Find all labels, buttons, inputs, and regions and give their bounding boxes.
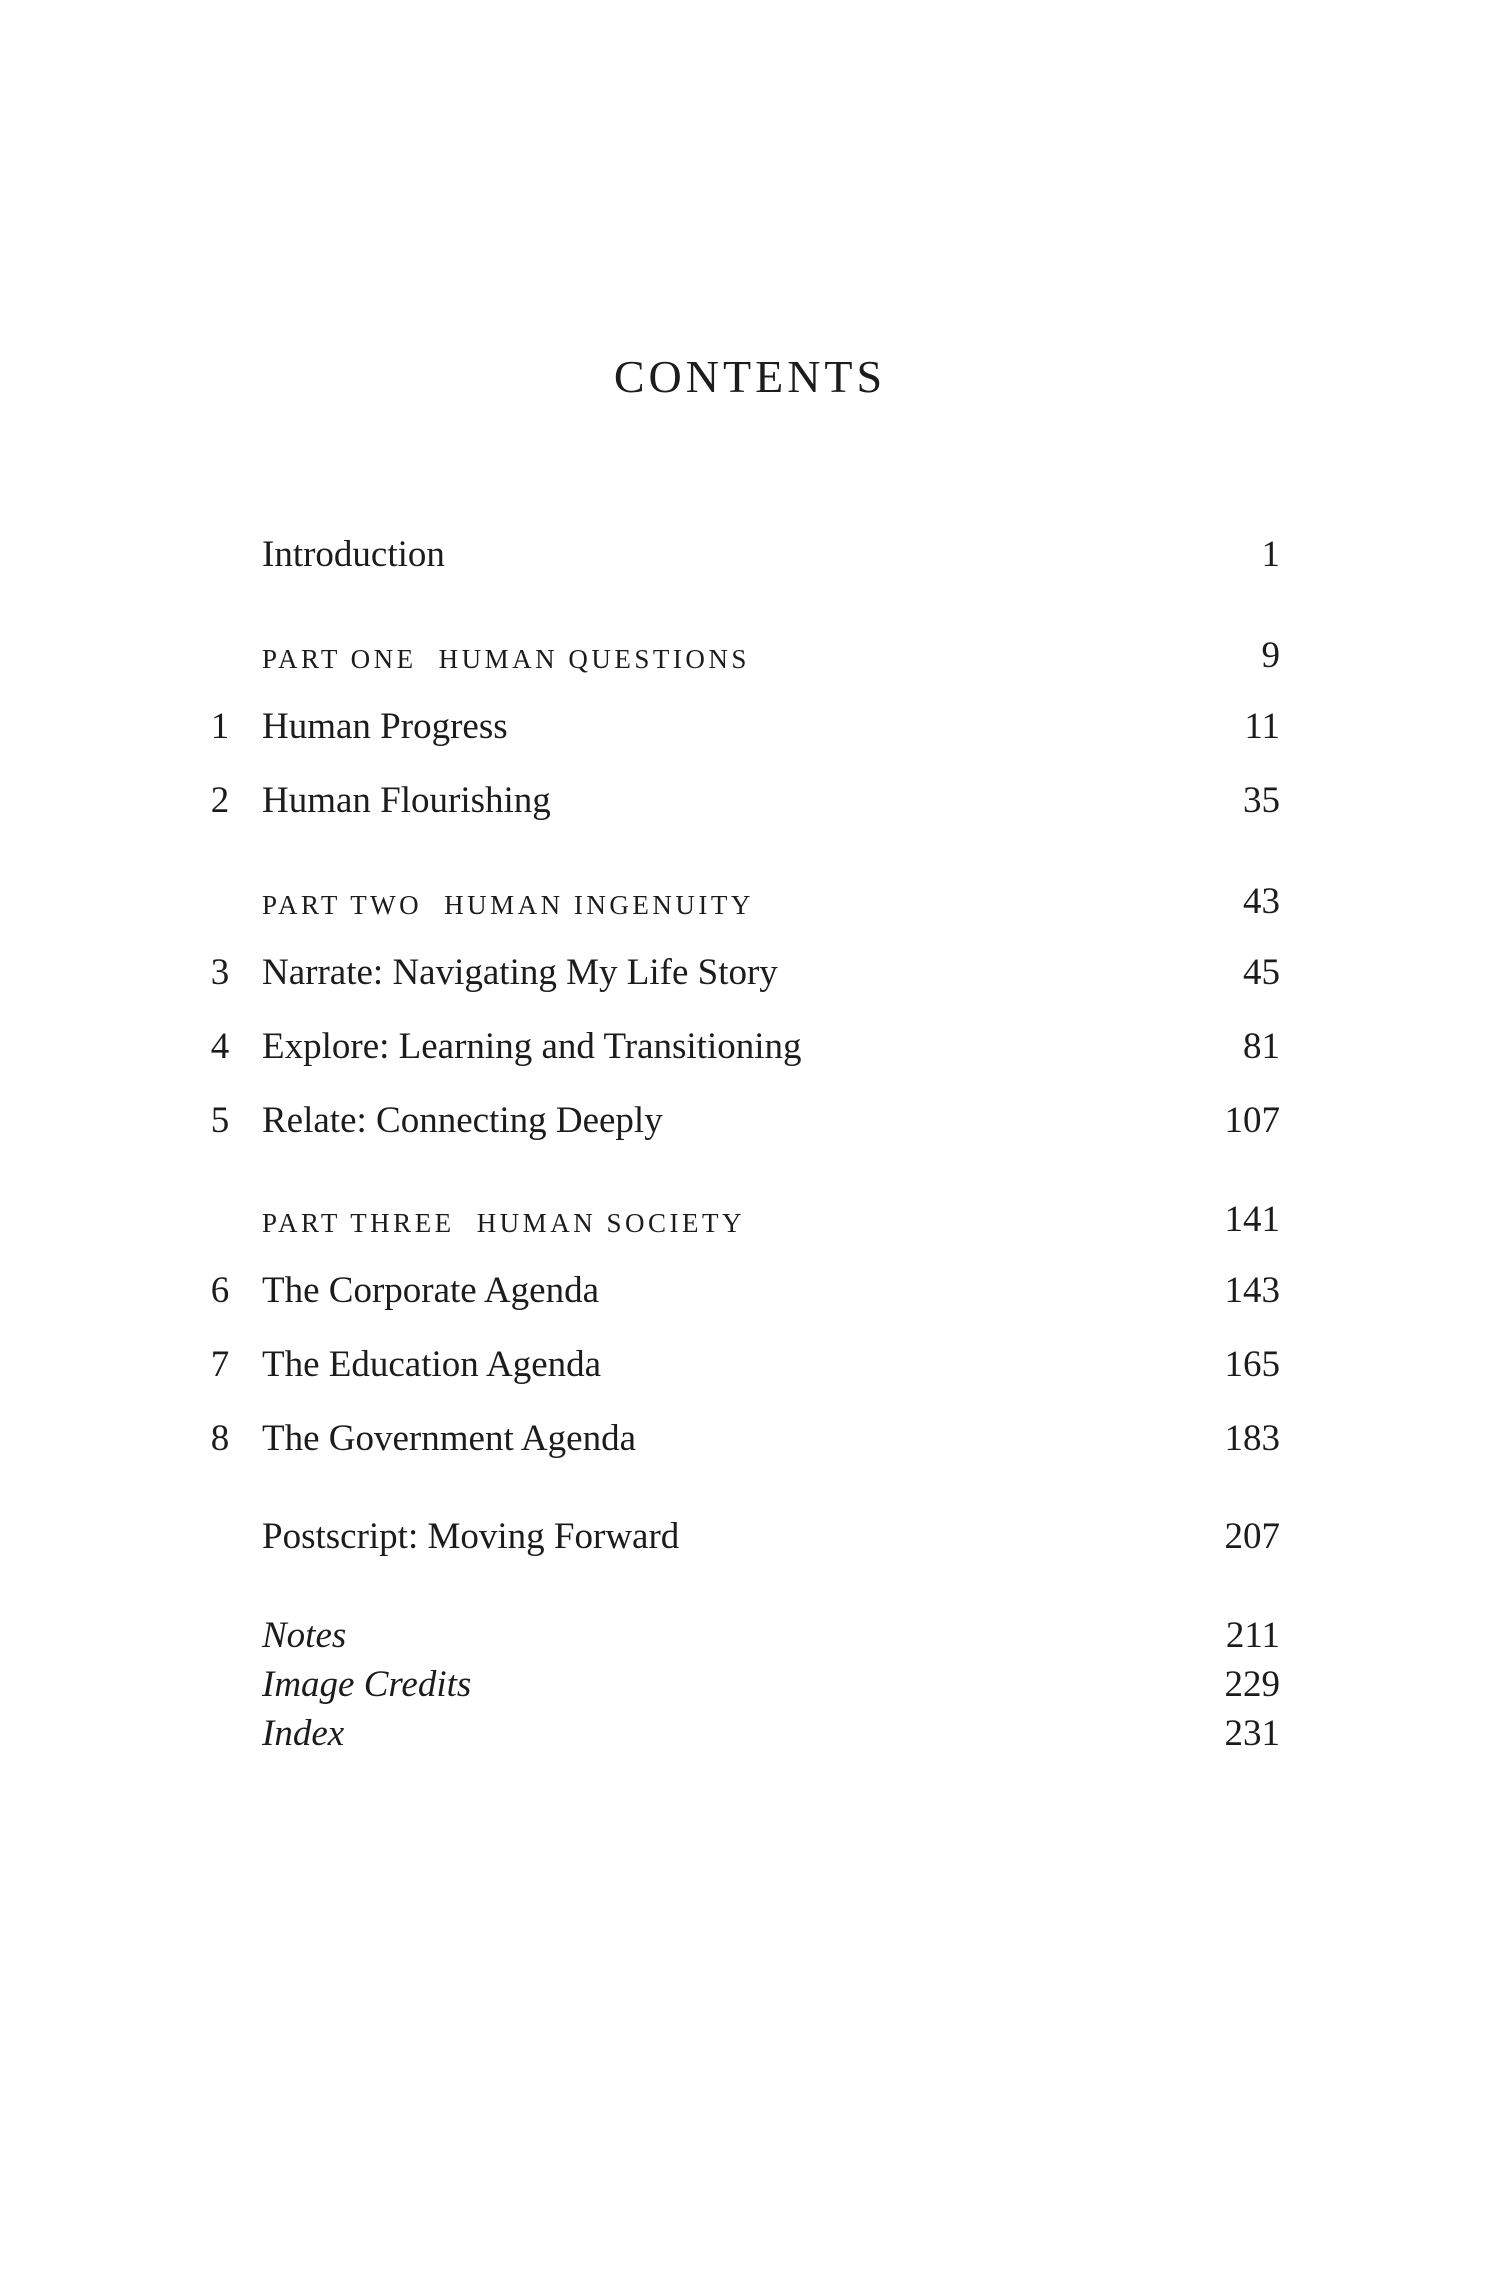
- toc-entry-chapter-6[interactable]: [190, 1269, 1280, 1329]
- toc-entry-chapter-8[interactable]: [190, 1417, 1280, 1477]
- part-title: HUMAN SOCIETY: [476, 1208, 745, 1238]
- entry-page-number: 229: [1224, 1664, 1280, 1705]
- toc-entry-chapter-3[interactable]: [190, 951, 1280, 1011]
- toc-entry-chapter-4[interactable]: [190, 1025, 1280, 1085]
- part-heading: [262, 890, 754, 921]
- toc-entry-chapter-1[interactable]: [190, 705, 1280, 765]
- entry-title: Human Flourishing: [262, 780, 551, 821]
- entry-page-number: 143: [1224, 1270, 1280, 1311]
- entry-page-number: 45: [1243, 952, 1280, 993]
- chapter-number: 1: [210, 706, 230, 747]
- toc-entry-postscript[interactable]: [190, 1515, 1280, 1575]
- toc-entry-chapter-5[interactable]: [190, 1099, 1280, 1159]
- part-label: PART THREE: [262, 1208, 455, 1238]
- part-heading: [262, 644, 750, 675]
- chapter-number: 4: [210, 1026, 230, 1067]
- chapter-number: 5: [210, 1100, 230, 1141]
- part-label: PART ONE: [262, 644, 417, 674]
- part-label: PART TWO: [262, 890, 423, 920]
- entry-page-number: 35: [1243, 780, 1280, 821]
- entry-page-number: 207: [1224, 1516, 1280, 1557]
- page-title: CONTENTS: [613, 351, 887, 402]
- entry-title: Notes: [262, 1615, 347, 1656]
- entry-title: Human Progress: [262, 706, 508, 747]
- entry-title: Postscript: Moving Forward: [262, 1516, 680, 1557]
- entry-title: The Corporate Agenda: [262, 1270, 599, 1311]
- entry-title: The Education Agenda: [262, 1344, 602, 1385]
- toc-entry-introduction[interactable]: [190, 533, 1280, 593]
- chapter-number: 3: [210, 952, 230, 993]
- toc-entry-index[interactable]: [190, 1712, 1280, 1772]
- entry-title: The Government Agenda: [262, 1418, 636, 1459]
- entry-page-number: 11: [1244, 706, 1280, 747]
- part-title: HUMAN QUESTIONS: [438, 644, 750, 674]
- entry-page-number: 81: [1243, 1026, 1280, 1067]
- entry-title: Relate: Connecting Deeply: [262, 1100, 663, 1141]
- entry-page-number: 1: [1261, 534, 1280, 575]
- toc-part-two[interactable]: [190, 880, 1280, 940]
- chapter-number: 8: [210, 1418, 230, 1459]
- entry-page-number: 183: [1224, 1418, 1280, 1459]
- entry-page-number: 9: [1261, 635, 1280, 676]
- part-heading: [262, 1208, 745, 1239]
- part-title: HUMAN INGENUITY: [444, 890, 754, 920]
- entry-title: Narrate: Navigating My Life Story: [262, 952, 778, 993]
- chapter-number: 6: [210, 1270, 230, 1311]
- entry-page-number: 211: [1225, 1615, 1280, 1656]
- toc-entry-chapter-2[interactable]: [190, 779, 1280, 839]
- entry-page-number: 107: [1224, 1100, 1280, 1141]
- entry-title: Introduction: [262, 534, 445, 575]
- chapter-number: 7: [210, 1344, 230, 1385]
- entry-title: Index: [262, 1713, 345, 1754]
- entry-page-number: 165: [1224, 1344, 1280, 1385]
- toc-part-three[interactable]: [190, 1198, 1280, 1258]
- toc-part-one[interactable]: [190, 634, 1280, 694]
- toc-entry-chapter-7[interactable]: [190, 1343, 1280, 1403]
- entry-title: Image Credits: [262, 1664, 472, 1705]
- chapter-number: 2: [210, 780, 230, 821]
- entry-page-number: 141: [1224, 1199, 1280, 1240]
- entry-page-number: 231: [1224, 1713, 1280, 1754]
- entry-title: Explore: Learning and Transitioning: [262, 1026, 802, 1067]
- entry-page-number: 43: [1243, 881, 1280, 922]
